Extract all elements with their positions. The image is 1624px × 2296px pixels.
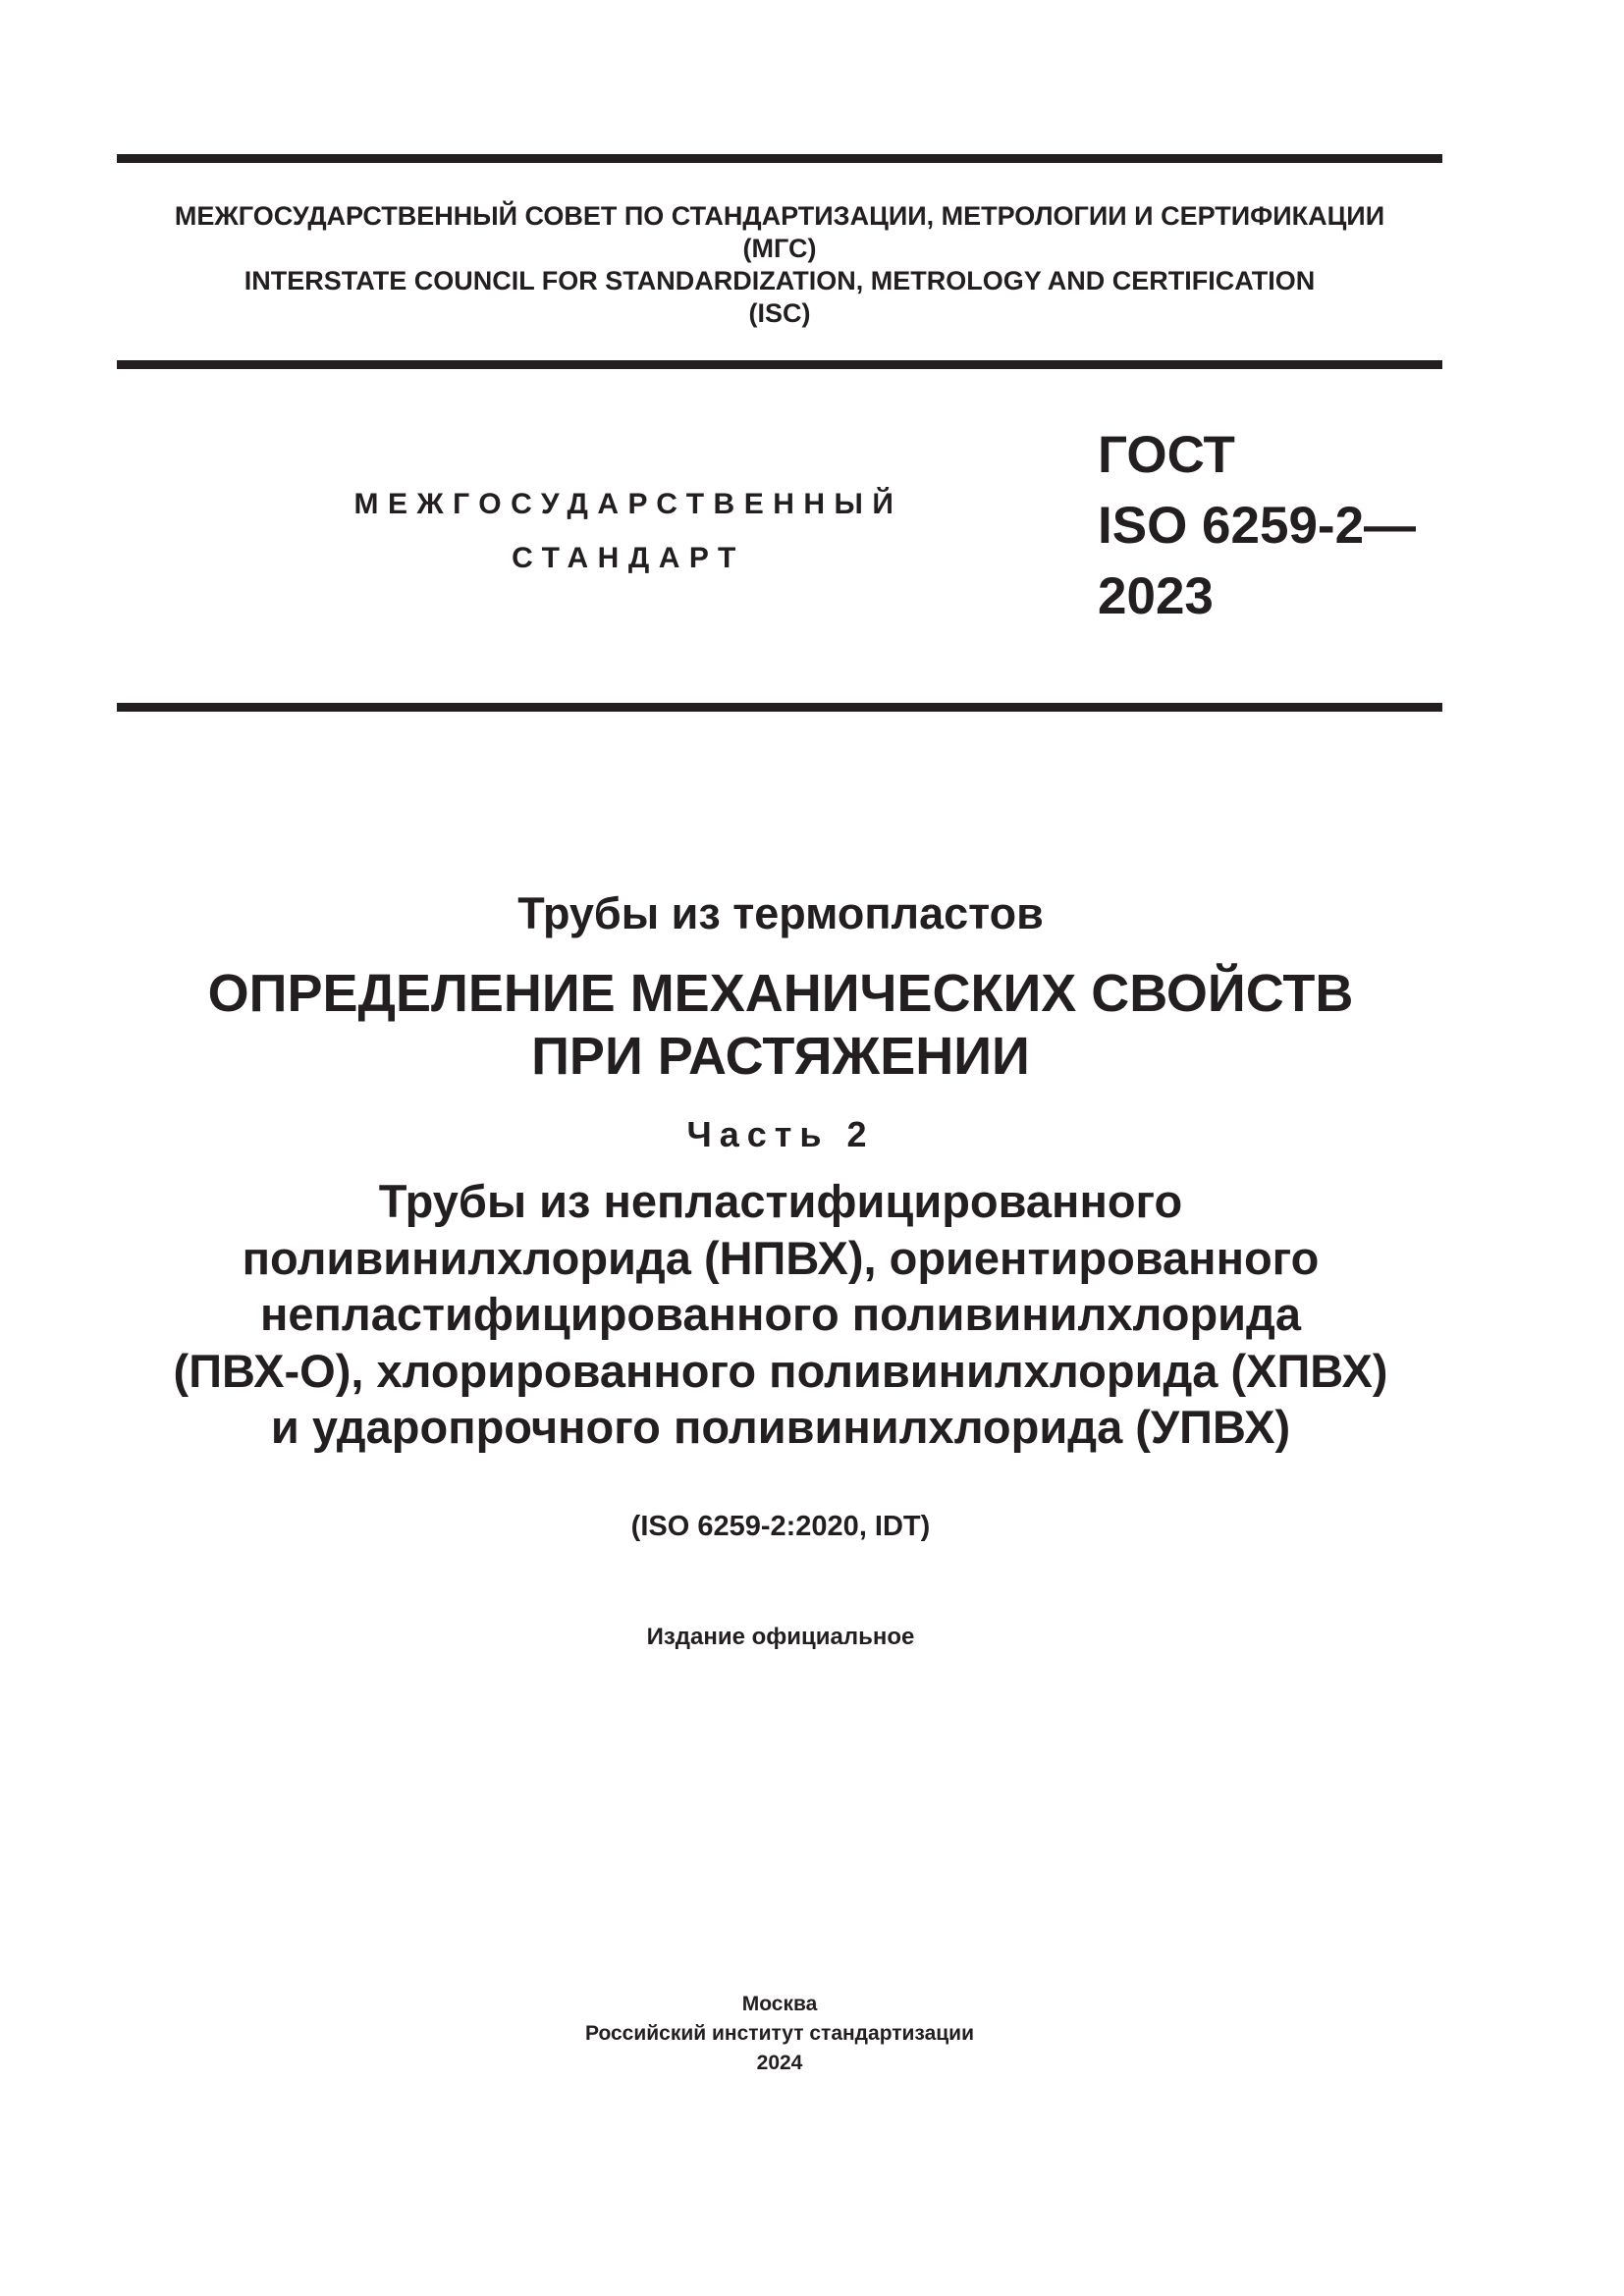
imprint xyxy=(117,1990,1442,2078)
council-abbr-ru: (МГС) xyxy=(742,234,817,263)
document-title-line2: ПРИ РАСТЯЖЕНИИ xyxy=(531,1027,1030,1086)
council-abbr-en: (ISC) xyxy=(748,298,811,328)
part-title-line: (ПВХ-О), хлорированного поливинилхлорида (ХПВХ) xyxy=(173,1344,1388,1397)
part-title-line: Трубы из непластифицированного xyxy=(378,1175,1183,1227)
document-title-line1: ОПРЕДЕЛЕНИЕ МЕХАНИЧЕСКИХ СВОЙСТВ xyxy=(207,964,1354,1023)
designation-line2: ISO 6259-2— xyxy=(1098,497,1417,555)
document-subtitle: Трубы из термопластов xyxy=(517,888,1044,938)
standard-designation xyxy=(1098,420,1416,632)
imprint-year: 2024 xyxy=(756,2052,803,2074)
council-name-en: INTERSTATE COUNCIL FOR STANDARDIZATION, METROLOGY AND CERTIFICATION xyxy=(244,266,1316,295)
part-title-line: поливинилхлорида (НПВХ), ориентированного xyxy=(242,1231,1320,1284)
standard-kind-line2: СТАНДАРТ xyxy=(512,542,745,574)
council-header xyxy=(117,200,1442,330)
designation-divider xyxy=(117,703,1442,712)
part-title xyxy=(98,1173,1463,1456)
part-title-line: и ударопрочного поливинилхлорида (УПВХ) xyxy=(270,1401,1291,1453)
standard-kind xyxy=(295,477,962,585)
part-number: Часть 2 xyxy=(686,1114,875,1154)
imprint-publisher: Российский институт стандартизации xyxy=(584,2022,975,2045)
iso-reference: (ISO 6259-2:2020, IDT) xyxy=(630,1511,931,1542)
standard-kind-line1: МЕЖГОСУДАРСТВЕННЫЙ xyxy=(353,488,903,520)
edition-note: Издание официальное xyxy=(646,1624,915,1650)
imprint-city: Москва xyxy=(741,1993,818,2015)
part-title-line: непластифицированного поливинилхлорида xyxy=(259,1288,1302,1340)
document-title xyxy=(98,962,1463,1088)
designation-line3: 2023 xyxy=(1098,567,1214,625)
top-divider xyxy=(117,154,1442,163)
council-name-ru: МЕЖГОСУДАРСТВЕННЫЙ СОВЕТ ПО СТАНДАРТИЗАЦИИ, МЕТРОЛОГИИ И СЕРТИФИКАЦИИ xyxy=(174,201,1385,231)
header-divider xyxy=(117,360,1442,369)
designation-line1: ГОСТ xyxy=(1098,426,1235,484)
